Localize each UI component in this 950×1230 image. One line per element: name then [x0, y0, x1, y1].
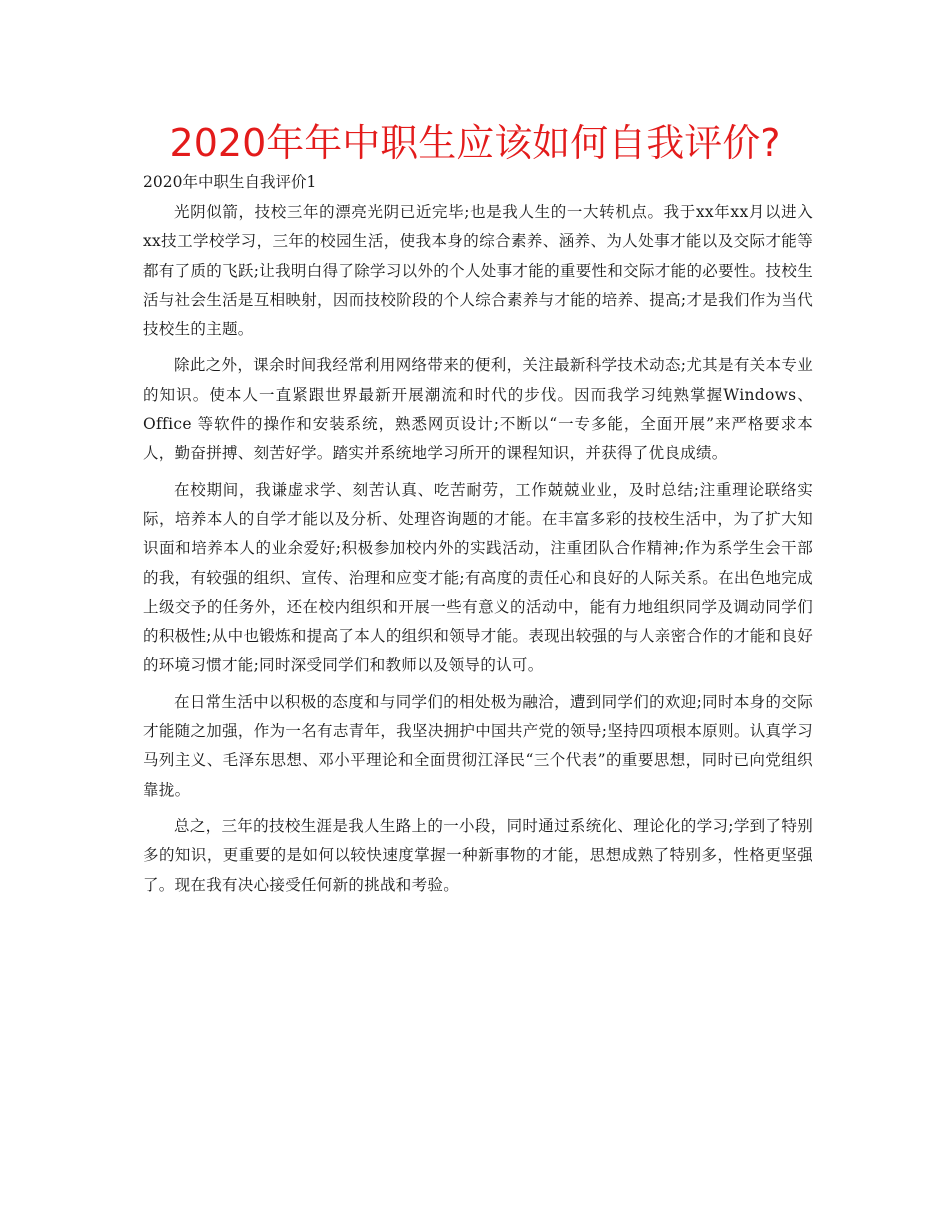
document-body [143, 172, 813, 907]
paragraph-4: 在日常生活中以积极的态度和与同学们的相处极为融洽，遭到同学们的欢迎;同时本身的交际才能随之加强，作为一名有志青年，我坚决拥护中国共产党的领导;坚持四项根本原则。认真学习马列主义、毛泽东思想、邓小平理论和全面贯彻江泽民“三个代表”的重要思想，同时已向党组织靠拢。 [143, 692, 813, 799]
section-subheading: 2020年中职生自我评价1 [143, 173, 317, 191]
paragraph-3: 在校期间，我谦虚求学、刻苦认真、吃苦耐劳，工作兢兢业业，及时总结;注重理论联络实际，培养本人的自学才能以及分析、处理咨询题的才能。在丰富多彩的技校生活中，为了扩大知识面和培养本人的业余爱好;积极参加校内外的实践活动，注重团队合作精神;作为系学生会干部的我，有较强的组织、宣传、治理和应变才能;有高度的责任心和良好的人际关系。在出色地完成上级交予的任务外，还在校内组织和开展一些有意义的活动中，能有力地组织同学及调动同学们的积极性;从中也锻炼和提高了本人的组织和领导才能。表现出较强的与人亲密合作的才能和良好的环境习惯才能;同时深受同学们和教师以及领导的认可。 [143, 480, 813, 675]
document-title: 2020年年中职生应该如何自我评价? [169, 121, 781, 165]
paragraph-5: 总之，三年的技校生涯是我人生路上的一小段，同时通过系统化、理论化的学习;学到了特别多的知识，更重要的是如何以较快速度掌握一种新事物的才能，思想成熟了特别多，性格更坚强了。现在我有决心接受任何新的挑战和考验。 [143, 816, 813, 894]
paragraph-2: 除此之外，课余时间我经常利用网络带来的便利，关注最新科学技术动态;尤其是有关本专业的知识。使本人一直紧跟世界最新开展潮流和时代的步伐。因而我学习纯熟掌握Windows、Office 等软件的操作和安装系统，熟悉网页设计;不断以“一专多能，全面开展”来严格要求本人，勤奋拼搏、刻苦好学。踏实并系统地学习所开的课程知识，并获得了优良成绩。 [143, 356, 813, 463]
paragraph-1: 光阴似箭，技校三年的漂亮光阴已近完毕;也是我人生的一大转机点。我于xx年xx月以进入xx技工学校学习，三年的校园生活，使我本身的综合素养、涵养、为人处事才能以及交际才能等都有了质的飞跃;让我明白得了除学习以外的个人处事才能的重要性和交际才能的必要性。技校生活与社会生活是互相映射，因而技校阶段的个人综合素养与才能的培养、提高;才是我们作为当代技校生的主题。 [143, 203, 813, 339]
